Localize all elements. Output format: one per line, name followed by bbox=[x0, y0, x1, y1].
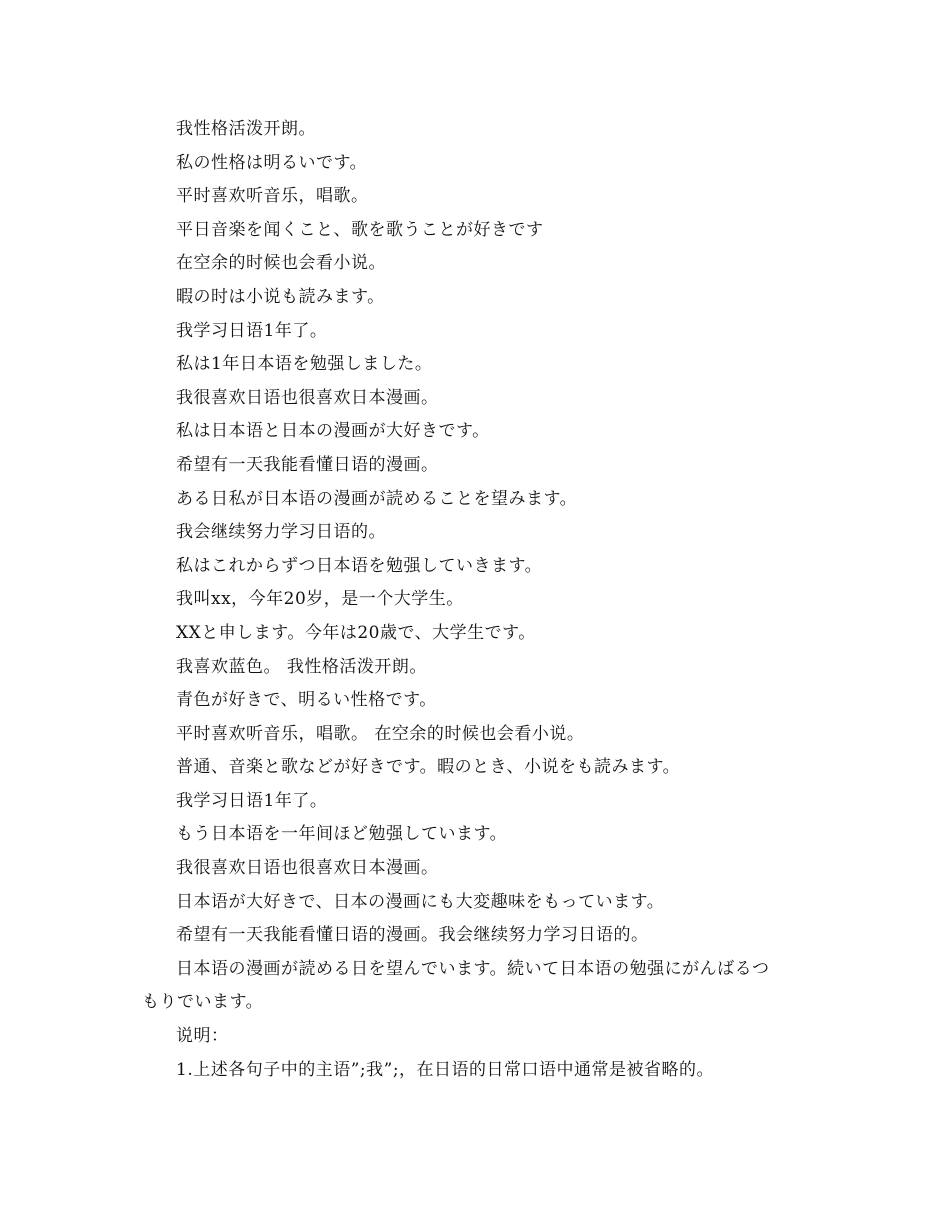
text-line: 私の性格は明るいです。 bbox=[176, 152, 368, 173]
text-line: 平日音楽を闻くこと、歌を歌うことが好きです bbox=[176, 219, 544, 240]
wrapped-paragraph bbox=[142, 953, 822, 1020]
text-line: 我学习日语1年了。 bbox=[176, 790, 328, 811]
text-line: 私は日本语と日本の漫画が大好きです。 bbox=[176, 421, 490, 442]
document-body bbox=[142, 113, 822, 1087]
text-line: 私はこれからずつ日本语を勉强していきます。 bbox=[176, 555, 543, 576]
text-line: 暇の时は小说も読みます。 bbox=[176, 286, 385, 307]
text-line: 我喜欢蓝色。 我性格活泼开朗。 bbox=[176, 656, 427, 677]
text-line: 平时喜欢听音乐，唱歌。 bbox=[176, 186, 369, 207]
note-heading: 说明： bbox=[176, 1026, 229, 1047]
text-line: ある日私が日本语の漫画が読めることを望みます。 bbox=[176, 488, 578, 509]
text-line: 希望有一天我能看懂日语的漫画。我会继续努力学习日语的。 bbox=[176, 925, 649, 946]
text-line: 我性格活泼开朗。 bbox=[176, 119, 316, 139]
text-line: XXと申します。今年は20歳で、大学生です。 bbox=[176, 622, 536, 643]
note-item: 1.上述各句子中的主语”;我”;，在日语的日常口语中通常是被省略的。 bbox=[176, 1059, 715, 1080]
text-line: 我叫xx，今年20岁，是一个大学生。 bbox=[176, 589, 464, 610]
text-line: もう日本语を一年间ほど勉强しています。 bbox=[176, 824, 508, 845]
paragraph-continuation-line: もりでいます。 bbox=[142, 992, 264, 1013]
text-line: 我很喜欢日语也很喜欢日本漫画。 bbox=[176, 387, 439, 408]
text-line: 我会继续努力学习日语的。 bbox=[176, 522, 386, 543]
text-line: 青色が好きで、明るい性格です。 bbox=[176, 690, 437, 711]
text-line: 我很喜欢日语也很喜欢日本漫画。 bbox=[176, 858, 439, 879]
text-line: 日本语が大好きで、日本の漫画にも大変趣味をもっています。 bbox=[176, 891, 665, 912]
text-line: 普通、音楽と歌などが好きです。暇のとき、小说をも読みます。 bbox=[176, 757, 681, 778]
text-line: 私は1年日本语を勉强しました。 bbox=[176, 354, 433, 375]
text-line: 平时喜欢听音乐，唱歌。 在空余的时候也会看小说。 bbox=[176, 723, 585, 744]
paragraph-first-line: 日本语の漫画が読める日を望んでいます。続いて日本语の勉强にがんばるつ bbox=[176, 958, 770, 979]
text-line: 希望有一天我能看懂日语的漫画。 bbox=[176, 454, 439, 475]
text-line: 我学习日语1年了。 bbox=[176, 320, 328, 341]
text-line: 在空余的时候也会看小说。 bbox=[176, 253, 386, 274]
